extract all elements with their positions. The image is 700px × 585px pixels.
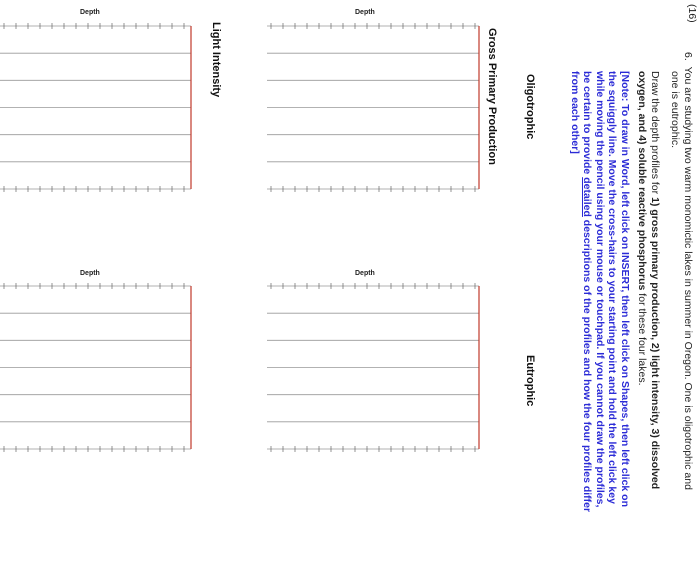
eutrophic-header: Eutrophic xyxy=(524,355,536,407)
instruction-line-1: Draw the depth profiles for 1) gross primary production, 2) light intensity, 3) dissolved xyxy=(649,71,661,490)
depth-label: Depth xyxy=(80,270,100,277)
question-line-2: one is eutrophic. xyxy=(669,71,681,149)
detailed-emphasis: detailed xyxy=(581,177,594,217)
depth-label: Depth xyxy=(355,9,375,16)
profile-chart-oligotrophic-light xyxy=(0,20,197,195)
question-number xyxy=(685,4,698,23)
instruction-line-2: oxygen, and 4) soluble reactive phosphorus for these four lakes. xyxy=(636,71,648,386)
question-line-1: 6. You are studying two warm monomictic lakes in summer in Oregon. One is oligotrophic and xyxy=(682,52,694,490)
drawing-note: [Note: To draw in Word, left click on INSERT, then left click on Shapes, then left click on the squiggly line. Move the cross-hairs to your starting point and hold the left click key while moving the pencil using your mouse or touchpad. If you cannot draw the profiles, be certain to provide detailed descriptions of the profiles and how the four profiles differ from each other] xyxy=(568,71,631,513)
points-label: (16) xyxy=(686,4,698,23)
oligotrophic-header: Oligotrophic xyxy=(524,74,536,140)
light-intensity-header: Light Intensity xyxy=(210,22,222,98)
depth-label: Depth xyxy=(80,9,100,16)
profile-chart-eutrophic-light xyxy=(0,280,197,455)
depth-label: Depth xyxy=(355,270,375,277)
question-item-number: 6. xyxy=(682,52,694,61)
gpp-header: Gross Primary Production xyxy=(486,28,498,165)
profile-chart-oligotrophic-gpp xyxy=(267,20,485,195)
profile-chart-eutrophic-gpp xyxy=(267,280,485,455)
